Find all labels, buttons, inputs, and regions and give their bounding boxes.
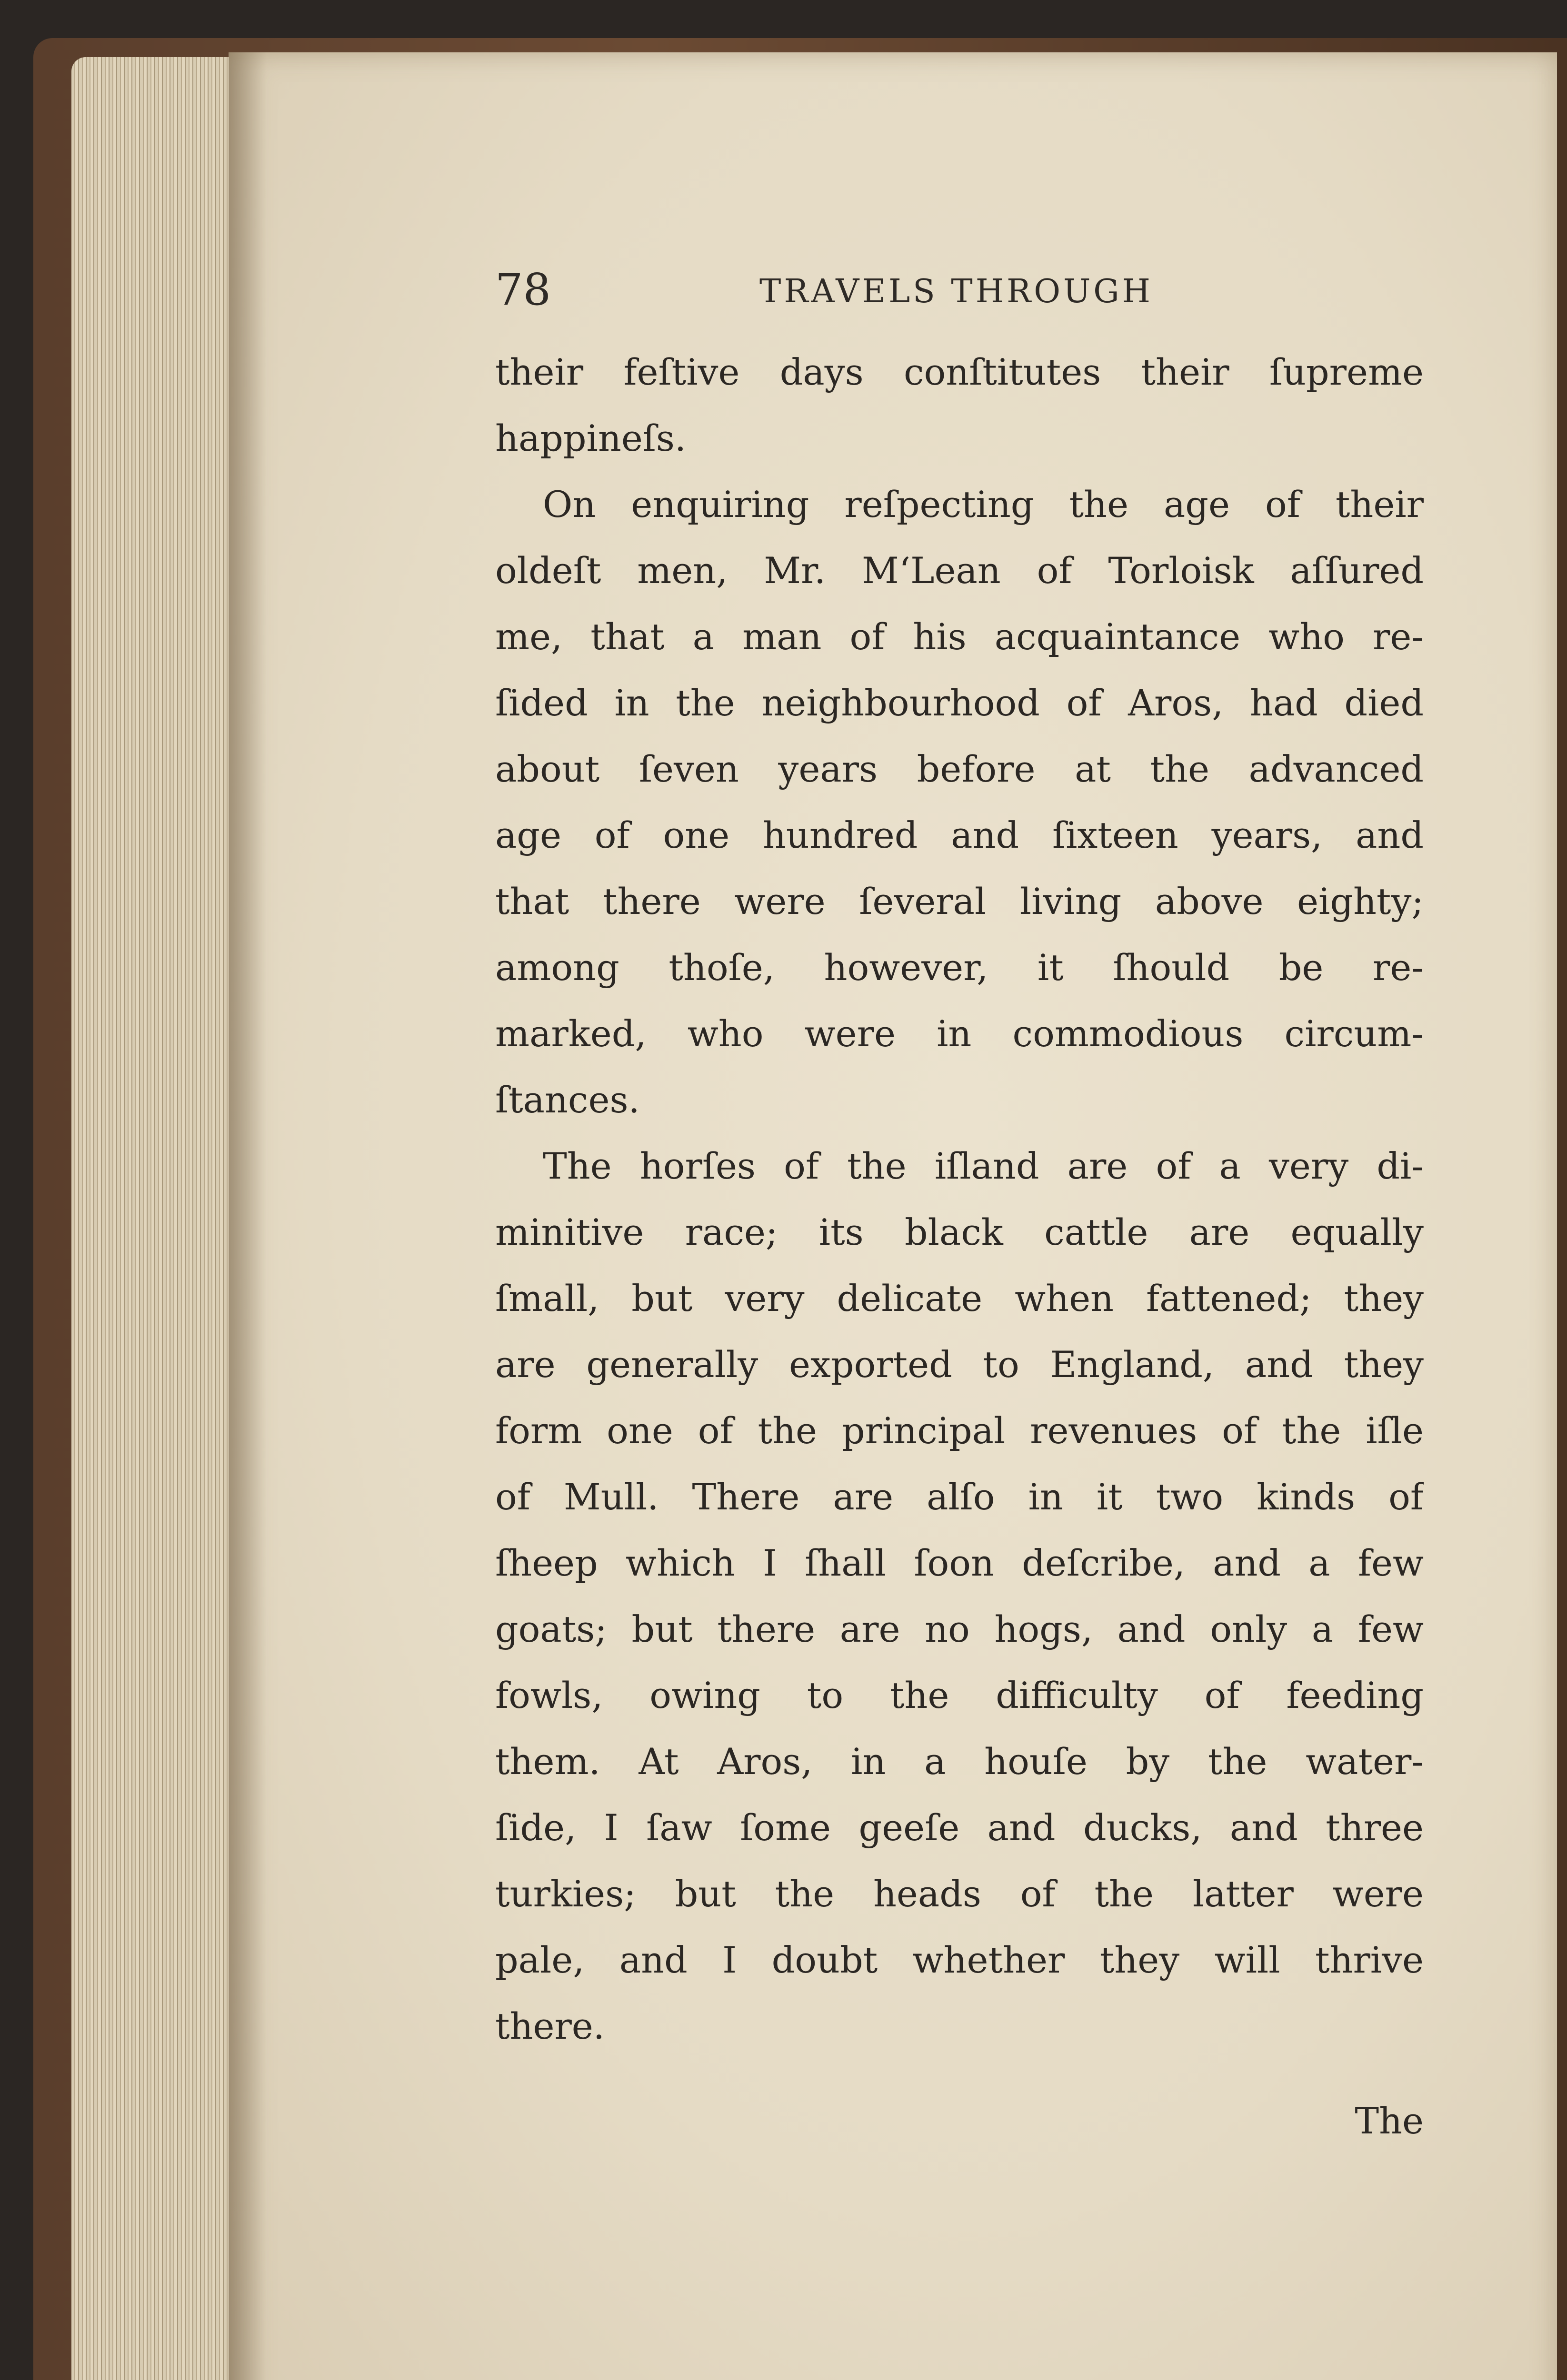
text-line: are generally exported to England, and they [495,1343,1424,1386]
text-line: age of one hundred and ſixteen years, and [495,814,1424,856]
page-body [495,339,1424,2154]
text-line: fowls, owing to the difficulty of feeding [495,1674,1424,1716]
text-line: ſheep which I ſhall ſoon deſcribe, and a few [495,1542,1424,1584]
text-line: that there were ſeveral living above eighty; [495,880,1424,922]
text-line: ſmall, but very delicate when fattened; they [495,1277,1424,1319]
text-line: oldeſt men, Mr. M‘Lean of Torloisk aſſured [495,549,1424,592]
text-line: me, that a man of his acquaintance who re- [495,615,1424,658]
page-header [495,264,1424,321]
text-line: On enquiring reſpecting the age of their [543,483,1424,526]
text-line: marked, who were in commodious circum- [495,1012,1424,1055]
catchword: The [1355,2100,1424,2142]
text-line: The horſes of the iſland are of a very di- [543,1145,1424,1187]
text-line: among thoſe, however, it ſhould be re- [495,946,1424,989]
text-line: there. [495,2005,605,2047]
running-head: TRAVELS THROUGH [759,273,1153,310]
text-line: about ſeven years before at the advanced [495,748,1424,790]
page-number: 78 [495,264,551,315]
text-line: ſtances. [495,1079,640,1121]
text-line: minitive race; its black cattle are equally [495,1211,1424,1253]
text-line: of Mull. There are alſo in it two kinds of [495,1476,1424,1518]
text-line: pale, and I doubt whether they will thrive [495,1939,1424,1981]
text-line: goats; but there are no hogs, and only a few [495,1608,1424,1650]
text-line: ſided in the neighbourhood of Aros, had died [495,682,1424,724]
page-edges [71,57,243,2380]
text-line: form one of the principal revenues of the iſle [495,1409,1424,1452]
text-line: happineſs. [495,417,687,459]
text-line: ſide, I ſaw ſome geeſe and ducks, and three [495,1806,1424,1849]
text-line: their feſtive days conſtitutes their ſupreme [495,351,1424,393]
text-line: them. At Aros, in a houſe by the water- [495,1740,1424,1783]
gutter-shadow [229,52,267,2380]
text-line: turkies; but the heads of the latter were [495,1873,1424,1915]
